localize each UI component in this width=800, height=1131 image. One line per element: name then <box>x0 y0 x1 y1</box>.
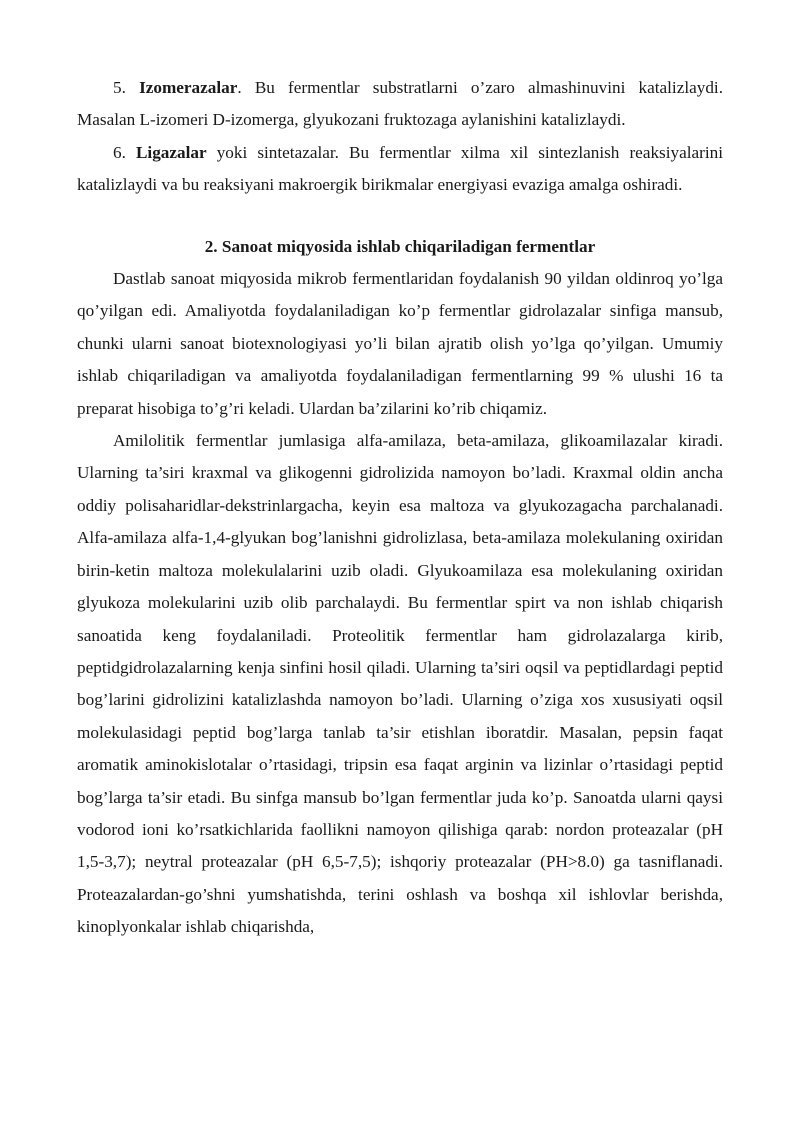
list-number: 6. <box>113 142 136 162</box>
paragraph-text: yoki sintetazalar. Bu fermentlar xilma xil sintezlanish reaksiyalarini katalizlaydi va bu reaksiyani makroergik birikmalar energiyasi evaziga amalga oshiradi. <box>77 142 723 195</box>
term-ligases: Ligazalar <box>135 142 207 162</box>
paragraph-amylolytic-enzymes: Amilolitik fermentlar jumlasiga alfa-amilaza, beta-amilaza, glikoamilazalar kiradi. Ularning ta’siri kraxmal va glikogenni gidrolizida namoyon bo’ladi. Kraxmal oldin ancha oddiy polisaharidlar-dekstrinlargacha, keyin esa maltoza va glyukozagacha parchalanadi. Alfa-amilaza alfa-1,4-glyukan bog’lanishni gidrolizlasa, beta-amilaza molekulaning oxiridan birin-ketin maltoza molekulalarini uzib oladi. Glyukoamilaza esa molekulaning oxiridan glyukoza molekularini uzib olib parchalaydi. Bu fermentlar spirt va non ishlab chiqarish sanoatida keng foydalaniladi. Proteolitik fermentlar ham gidrolazalarga kirib, peptidgidrolazalarning kenja sinfini hosil qiladi. Ularning ta’siri oqsil va peptidlardagi peptid bog’larini gidrolizini katalizlashda namoyon bo’ladi. Ularning o’ziga xos xususiyati oqsil molekulasidagi peptid bog’larga tanlab ta’sir etishlan iboratdir. Masalan, pepsin faqat aromatik aminokislotalar o’rtasidagi, tripsin esa faqat arginin va lizinlar o’rtasidagi peptid bog’larga ta’sir etadi. Bu sinfga mansub bo’lgan fermentlar juda ko’p. Sanoatda ularni qaysi vodorod ioni ko’rsatkichlarida faollikni namoyon qilishiga qarab: nordon proteazalar (pH 1,5-3,7); neytral proteazalar (pH 6,5-7,5); ishqoriy proteazalar (PH>8.0) ga tasniflanadi. Proteazalardan-go’shni yumshatishda, terini oshlash va boshqa xil ishlovlar berishda, kinoplyonkalar ishlab chiqarishda, <box>77 431 723 937</box>
paragraph-industrial-history: Dastlab sanoat miqyosida mikrob fermentlaridan foydalanish 90 yildan oldinroq yo’lga qo’yilgan edi. Amaliyotda foydalaniladigan ko’p fermentlar gidrolazalar sinfiga mansub, chunki ularni sanoat biotexnologiyasi yo’li bilan ajratib olish yo’lga qo’yilgan. Umumiy ishlab chiqariladigan va amaliyotda foydalaniladigan fermentlarning 99 % ulushi 16 ta preparat hisobiga to’g’ri keladi. Ulardan ba’zilarini ko’rib chiqamiz. <box>77 269 723 418</box>
paragraph-isomerases <box>77 72 723 137</box>
term-isomerases: Izomerazalar <box>139 78 238 97</box>
paragraph-text: . Bu fermentlar substratlarni o’zaro almashinuvini katalizlaydi. Masalan L-izomeri D-izomerga, glyukozani fruktozaga aylanishini katalizlaydi. <box>77 78 723 130</box>
section-heading: 2. Sanoat miqyosida ishlab chiqariladigan fermentlar <box>204 236 596 256</box>
paragraph-ligases <box>77 137 723 202</box>
list-number: 5. <box>113 78 140 97</box>
document-page <box>77 72 723 944</box>
